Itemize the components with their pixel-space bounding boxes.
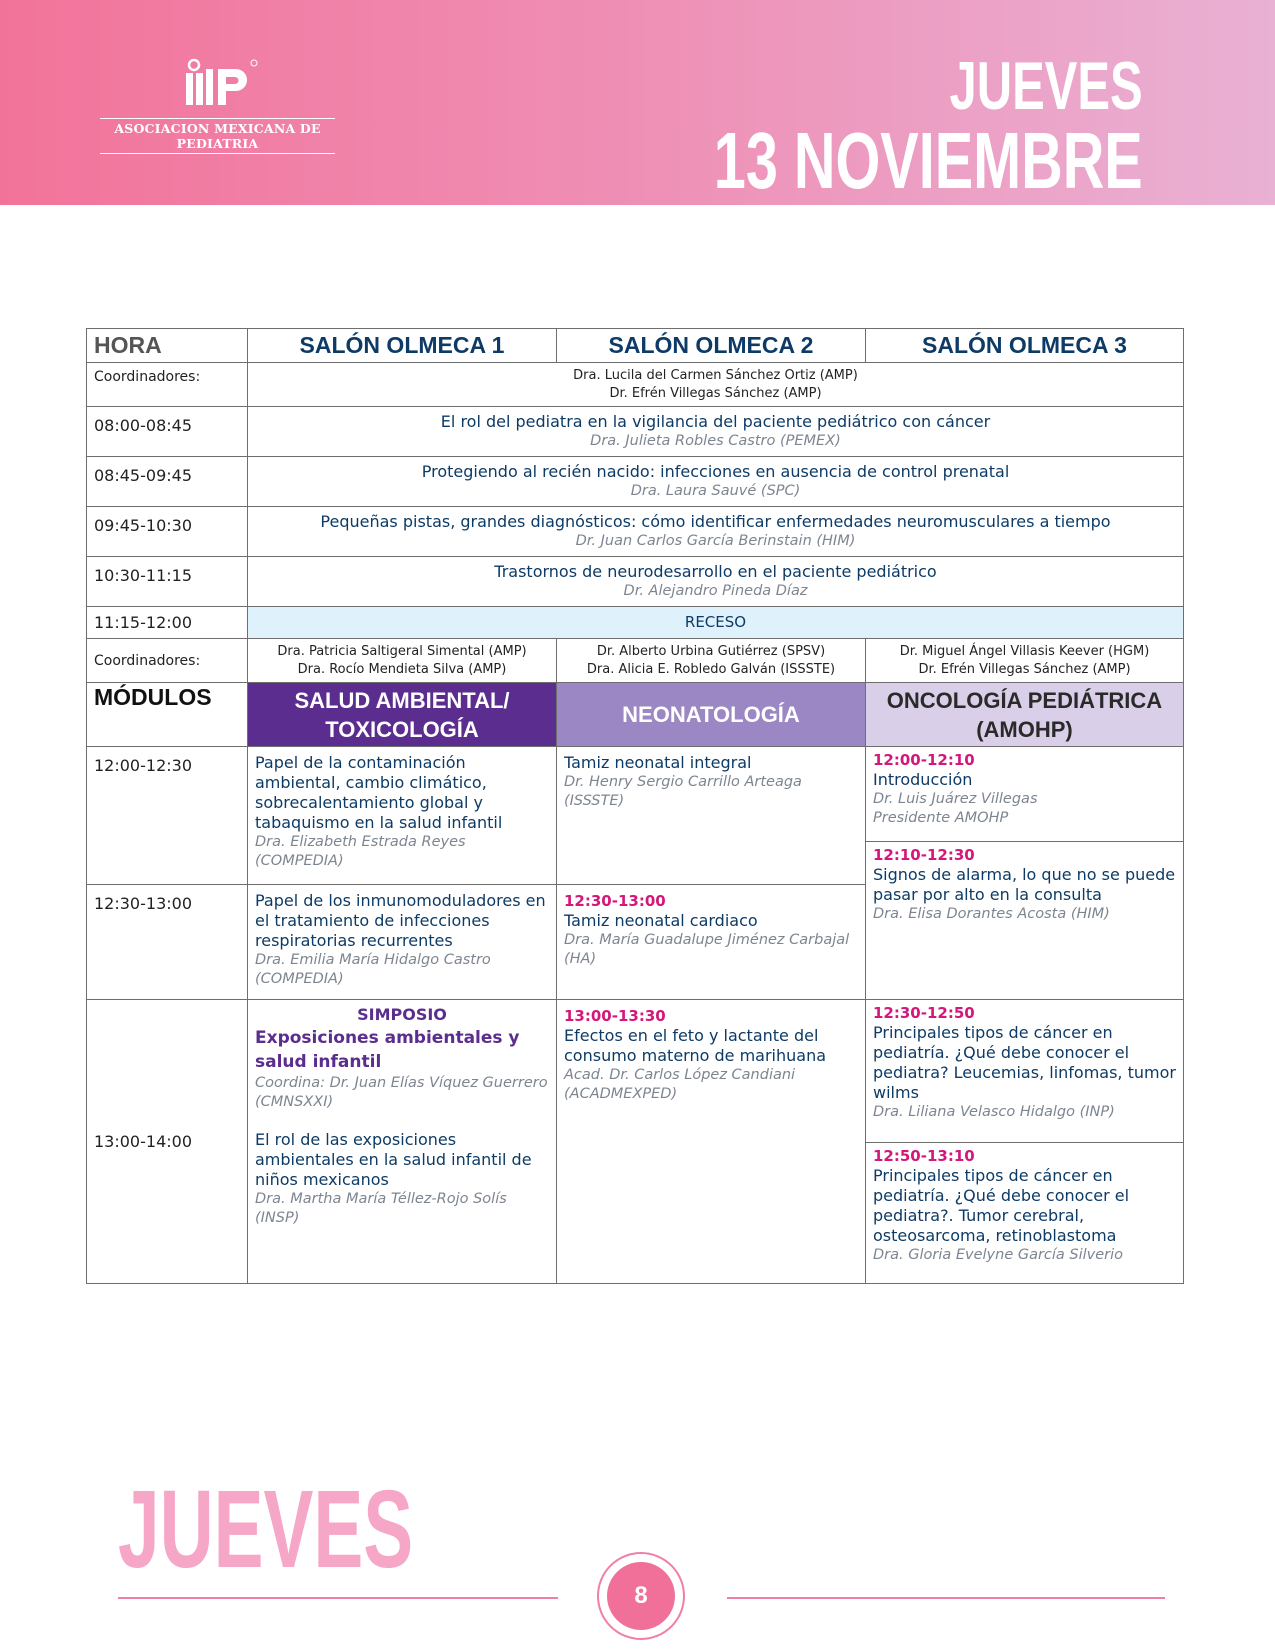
- session-block: [866, 1143, 1183, 1268]
- session-cell: [248, 747, 557, 885]
- speaker: Dra. Gloria Evelyne García Silverio: [873, 1247, 1124, 1263]
- coordinator: Dra. Lucila del Carmen Sánchez Ortiz (AMP): [573, 367, 858, 383]
- session-block: [866, 842, 1183, 927]
- speaker-role: Presidente AMOHP: [873, 810, 1009, 826]
- session-cell: [557, 747, 866, 885]
- talk-title: Papel de la contaminación ambiental, cambio climático, sobrecalentamiento global y tabaquismo en la salud infantil: [255, 753, 503, 832]
- talk-title: El rol de las exposiciones ambientales en la salud infantil de niños mexicanos: [255, 1130, 532, 1189]
- col-header-olmeca3: SALÓN OLMECA 3: [866, 329, 1184, 363]
- speaker: Dr. Henry Sergio Carrillo Arteaga (ISSSTE): [564, 774, 802, 809]
- col-header-olmeca2: SALÓN OLMECA 2: [557, 329, 866, 363]
- time-cell: 13:00-14:00: [87, 1000, 248, 1284]
- coord-label: Coordinadores:: [87, 363, 248, 407]
- speaker: Dra. Elisa Dorantes Acosta (HIM): [873, 906, 1110, 922]
- time-cell: 12:00-12:30: [87, 747, 248, 885]
- coord-module-3: [866, 639, 1184, 683]
- simposio-title: Exposiciones ambientales y salud infantil: [255, 1028, 520, 1072]
- session-cell: [557, 885, 866, 1000]
- coord-module-2: [557, 639, 866, 683]
- day-title: [714, 48, 1143, 205]
- speaker: Dra. Liliana Velasco Hidalgo (INP): [873, 1104, 1115, 1120]
- plenary-session: [248, 557, 1184, 607]
- time-cell: 11:15-12:00: [87, 607, 248, 639]
- session-time: 12:30-13:00: [564, 892, 666, 910]
- session-time: 12:30-12:50: [873, 1004, 975, 1022]
- speaker: Dr. Luis Juárez Villegas: [873, 791, 1038, 807]
- talk-title: El rol del pediatra en la vigilancia del paciente pediátrico con cáncer: [440, 412, 991, 431]
- table-row: [87, 557, 1184, 607]
- col-header-olmeca1: SALÓN OLMECA 1: [248, 329, 557, 363]
- talk-title: Papel de los inmunomoduladores en el tratamiento de infecciones respiratorias recurrentes: [255, 891, 546, 950]
- talk-title: Pequeñas pistas, grandes diagnósticos: cómo identificar enfermedades neuromusculares a tiempo: [320, 512, 1111, 531]
- table-row: [87, 639, 1184, 683]
- time-cell: 09:45-10:30: [87, 507, 248, 557]
- talk-title: Principales tipos de cáncer en pediatría. ¿Qué debe conocer el pediatra?. Tumor cerebral, osteosarcoma, retinoblastoma: [873, 1166, 1130, 1245]
- receso-cell: RECESO: [248, 607, 1184, 639]
- talk-title: Tamiz neonatal integral: [564, 753, 752, 772]
- coordinator: Dra. Rocío Mendieta Silva (AMP): [297, 661, 507, 677]
- session-cell: [248, 885, 557, 1000]
- plenary-session: [248, 407, 1184, 457]
- plenary-session: [248, 507, 1184, 557]
- talk-title: Tamiz neonatal cardiaco: [564, 911, 758, 930]
- speaker: Dra. Martha María Téllez-Rojo Solís (INSP): [255, 1191, 507, 1226]
- table-row: [87, 607, 1184, 639]
- time-cell: 12:30-13:00: [87, 885, 248, 1000]
- speaker: Dra. Emilia María Hidalgo Castro (COMPEDIA): [255, 952, 491, 987]
- modules-row: [87, 683, 1184, 747]
- talk-title: Protegiendo al recién nacido: infecciones en ausencia de control prenatal: [421, 462, 1010, 481]
- table-row: [87, 747, 1184, 885]
- speaker: Dr. Juan Carlos García Berinstain (HIM): [575, 533, 856, 549]
- coord-module-1: [248, 639, 557, 683]
- talk-title: Principales tipos de cáncer en pediatría. ¿Qué debe conocer el pediatra? Leucemias, linfomas, tumor wilms: [873, 1023, 1176, 1102]
- simposio-coordinator: Coordina: Dr. Juan Elías Víquez Guerrero (CMNSXXI): [255, 1075, 548, 1110]
- module-neonatologia: NEONATOLOGÍA: [557, 683, 866, 747]
- amp-logo-icon: [180, 57, 270, 109]
- time-cell: 08:45-09:45: [87, 457, 248, 507]
- talk-title: Introducción: [873, 770, 973, 789]
- footer-divider-left: [118, 1597, 558, 1599]
- session-block: [866, 1000, 1183, 1143]
- table-row: [87, 363, 1184, 407]
- page-header: [0, 0, 1275, 205]
- coordinator: Dr. Alberto Urbina Gutiérrez (SPSV): [596, 643, 826, 659]
- modules-label: MÓDULOS: [87, 683, 248, 747]
- session-cell: [557, 1000, 866, 1284]
- table-header-row: [87, 329, 1184, 363]
- speaker: Dr. Alejandro Pineda Díaz: [623, 583, 808, 599]
- simposio-label: SIMPOSIO: [357, 1005, 447, 1024]
- page-number: 8: [607, 1562, 675, 1630]
- schedule-table: [86, 328, 1184, 1284]
- speaker: Dra. Elizabeth Estrada Reyes (COMPEDIA): [255, 834, 466, 869]
- footer-divider-right: [727, 1597, 1165, 1599]
- speaker: Dra. Laura Sauvé (SPC): [630, 483, 801, 499]
- day-date: 13 NOVIEMBRE: [714, 116, 1143, 205]
- col-header-hora: HORA: [87, 329, 248, 363]
- coord-general: [248, 363, 1184, 407]
- talk-title: Trastornos de neurodesarrollo en el paciente pediátrico: [494, 562, 937, 581]
- speaker: Dra. Julieta Robles Castro (PEMEX): [590, 433, 841, 449]
- page-number-badge: [597, 1552, 685, 1640]
- oncology-early-cell: [866, 747, 1184, 1000]
- time-cell: 10:30-11:15: [87, 557, 248, 607]
- coord-label: Coordinadores:: [87, 639, 248, 683]
- table-row: [87, 1000, 1184, 1284]
- session-time: 12:50-13:10: [873, 1147, 975, 1165]
- plenary-session: [248, 457, 1184, 507]
- table-row: [87, 407, 1184, 457]
- time-cell: 08:00-08:45: [87, 407, 248, 457]
- coordinator: Dr. Miguel Ángel Villasis Keever (HGM): [899, 643, 1150, 659]
- session-time: 12:00-12:10: [873, 751, 975, 769]
- speaker: Acad. Dr. Carlos López Candiani (ACADMEXPED): [564, 1067, 796, 1102]
- talk-title: Efectos en el feto y lactante del consumo materno de marihuana: [564, 1026, 827, 1065]
- simposio-cell: [248, 1000, 557, 1284]
- table-row: [87, 507, 1184, 557]
- session-block: [866, 747, 1183, 842]
- coordinator: Dra. Alicia E. Robledo Galván (ISSSTE): [586, 661, 836, 677]
- module-oncologia: ONCOLOGÍA PEDIÁTRICA (AMOHP): [866, 683, 1184, 747]
- session-time: 12:10-12:30: [873, 846, 975, 864]
- coordinator: Dr. Efrén Villegas Sánchez (AMP): [918, 661, 1131, 677]
- day-name: JUEVES: [949, 48, 1143, 124]
- table-row: [87, 457, 1184, 507]
- speaker: Dra. María Guadalupe Jiménez Carbajal (HA): [564, 932, 850, 967]
- amp-logo: [100, 55, 335, 151]
- coordinator: Dra. Patricia Saltigeral Simental (AMP): [277, 643, 527, 659]
- oncology-late-cell: [866, 1000, 1184, 1284]
- footer-day-title: JUEVES: [118, 1468, 414, 1591]
- session-time: 13:00-13:30: [564, 1007, 666, 1025]
- module-salud-ambiental: SALUD AMBIENTAL/ TOXICOLOGÍA: [248, 683, 557, 747]
- coordinator: Dr. Efrén Villegas Sánchez (AMP): [609, 385, 822, 401]
- talk-title: Signos de alarma, lo que no se puede pasar por alto en la consulta: [873, 865, 1176, 904]
- logo-text: ASOCIACION MEXICANA DE PEDIATRIA: [100, 118, 335, 154]
